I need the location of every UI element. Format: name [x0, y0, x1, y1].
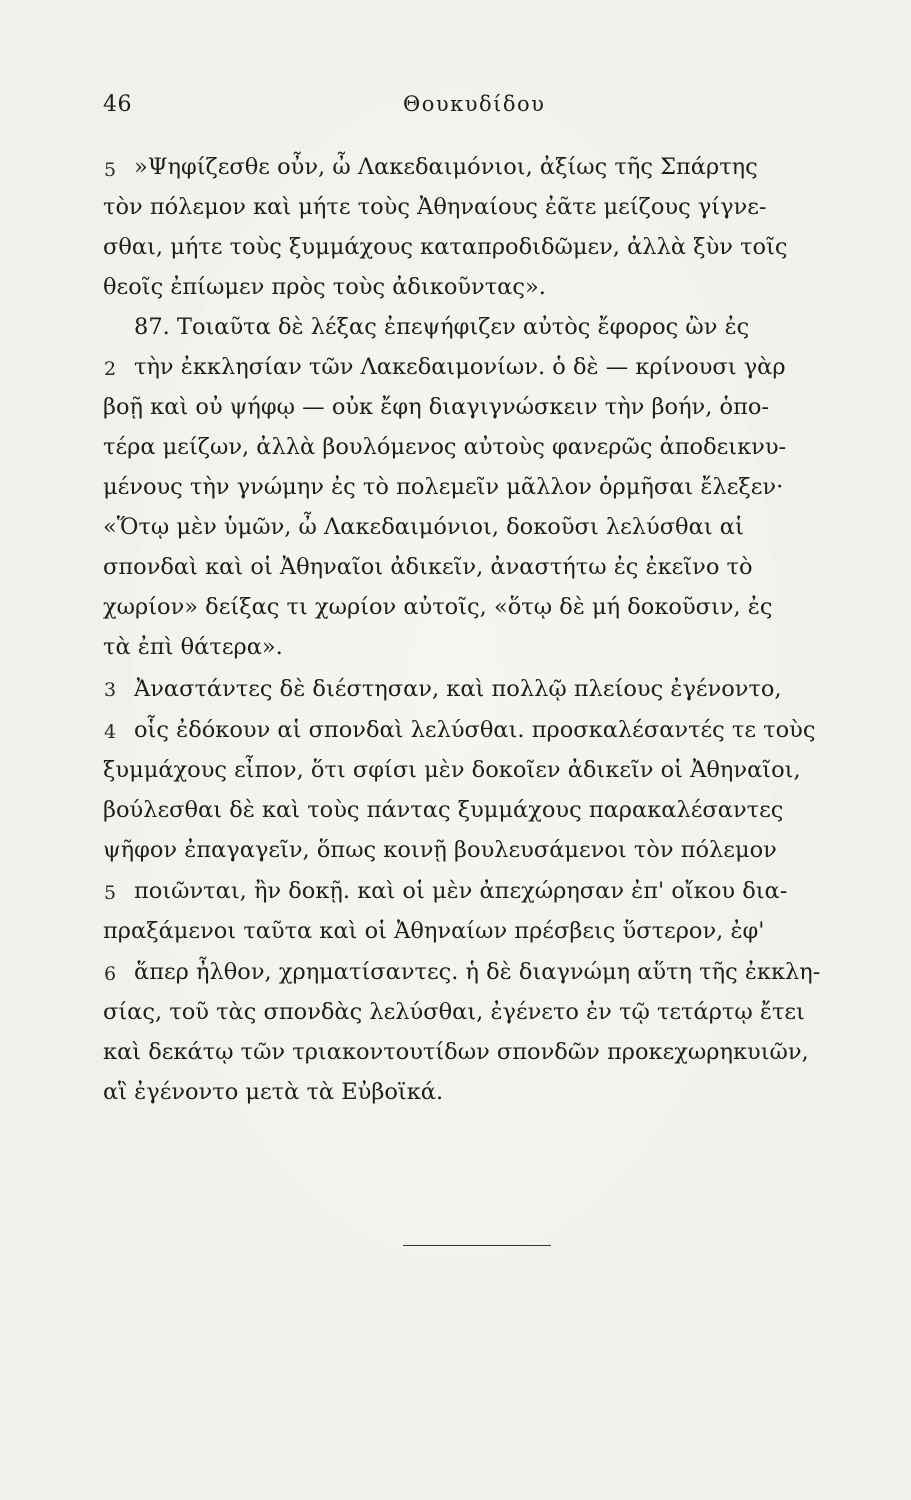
text-line: βούλεσθαι δὲ καὶ τοὺς πάντας ξυμμάχους παρακαλέσαντες	[103, 797, 784, 823]
text-line: σίας, τοῦ τὰς σπονδὰς λελύσθαι, ἐγένετο ἐν τῷ τετάρτῳ ἔτει	[103, 999, 805, 1025]
text-line: 87. Τοιαῦτα δὲ λέξας ἐπεψήφιζεν αὐτὸς ἔφορος ὢν ἐς	[134, 314, 750, 340]
text-line: ποιῶνται, ἢν δοκῇ. καὶ οἱ μὲν ἀπεχώρησαν ἐπ' οἴκου δια-	[134, 878, 788, 904]
margin-number: 5	[104, 159, 117, 181]
end-rule	[403, 1245, 551, 1246]
text-line: χωρίον» δείξας τι χωρίον αὐτοῖς, «ὅτῳ δὲ μή δοκοῦσιν, ἐς	[103, 594, 773, 620]
text-line: τὰ ἐπὶ θάτερα».	[103, 634, 283, 660]
text-line: σπονδαὶ καὶ οἱ Ἀθηναῖοι ἀδικεῖν, ἀναστήτω ἐς ἐκεῖνο τὸ	[103, 554, 753, 580]
text-line: βοῇ καὶ οὐ ψήφῳ — οὐκ ἔφη διαγιγνώσκειν τὴν βοήν, ὁπο-	[103, 394, 770, 420]
text-line: αἳ ἐγένοντο μετὰ τὰ Εὐβοϊκά.	[103, 1079, 444, 1105]
running-head: Θουκυδίδου	[403, 92, 546, 116]
text-line: πραξάμενοι ταῦτα καὶ οἱ Ἀθηναίων πρέσβεις ὕστερον, ἐφ'	[103, 918, 765, 944]
margin-number: 3	[104, 679, 117, 701]
text-line: μένους τὴν γνώμην ἐς τὸ πολεμεῖν μᾶλλον ὁρμῆσαι ἔλεξεν·	[103, 474, 784, 500]
margin-number: 2	[104, 358, 117, 380]
margin-number: 6	[104, 963, 117, 985]
margin-number: 4	[104, 721, 117, 743]
text-line: Ἀναστάντες δὲ διέστησαν, καὶ πολλῷ πλείους ἐγένοντο,	[134, 676, 782, 702]
text-line: «Ὅτῳ μὲν ὑμῶν, ὦ Λακεδαιμόνιοι, δοκοῦσι λελύσθαι αἱ	[103, 514, 744, 540]
page-header	[103, 92, 868, 124]
text-line: τὸν πόλεμον καὶ μήτε τοὺς Ἀθηναίους ἐᾶτε μείζους γίγνε-	[103, 194, 767, 220]
text-line: ἅπερ ἦλθον, χρηματίσαντες. ἡ δὲ διαγνώμη αὕτη τῆς ἐκκλη-	[134, 959, 821, 985]
text-line: οἷς ἐδόκουν αἱ σπονδαὶ λελύσθαι. προσκαλέσαντές τε τοὺς	[134, 717, 816, 743]
text-line: ξυμμάχους εἶπον, ὅτι σφίσι μὲν δοκοῖεν ἀδικεῖν οἱ Ἀθηναῖοι,	[103, 757, 801, 783]
text-line: ψῆφον ἐπαγαγεῖν, ὅπως κοινῇ βουλευσάμενοι τὸν πόλεμον	[103, 837, 777, 863]
text-line: σθαι, μήτε τοὺς ξυμμάχους καταπροδιδῶμεν, ἀλλὰ ξὺν τοῖς	[103, 234, 788, 260]
page-number: 46	[103, 92, 132, 117]
margin-number: 5	[104, 882, 117, 904]
text-line: τέρα μείζων, ἀλλὰ βουλόμενος αὐτοὺς φανερῶς ἀποδεικνυ-	[103, 434, 787, 460]
text-line: τὴν ἐκκλησίαν τῶν Λακεδαιμονίων. ὁ δὲ — κρίνουσι γὰρ	[134, 354, 786, 380]
text-line: θεοῖς ἐπίωμεν πρὸς τοὺς ἀδικοῦντας».	[103, 274, 546, 300]
text-line: »Ψηφίζεσθε οὖν, ὦ Λακεδαιμόνιοι, ἀξίως τῆς Σπάρτης	[134, 154, 758, 180]
text-line: καὶ δεκάτῳ τῶν τριακοντουτίδων σπονδῶν προκεχωρηκυιῶν,	[103, 1039, 809, 1065]
